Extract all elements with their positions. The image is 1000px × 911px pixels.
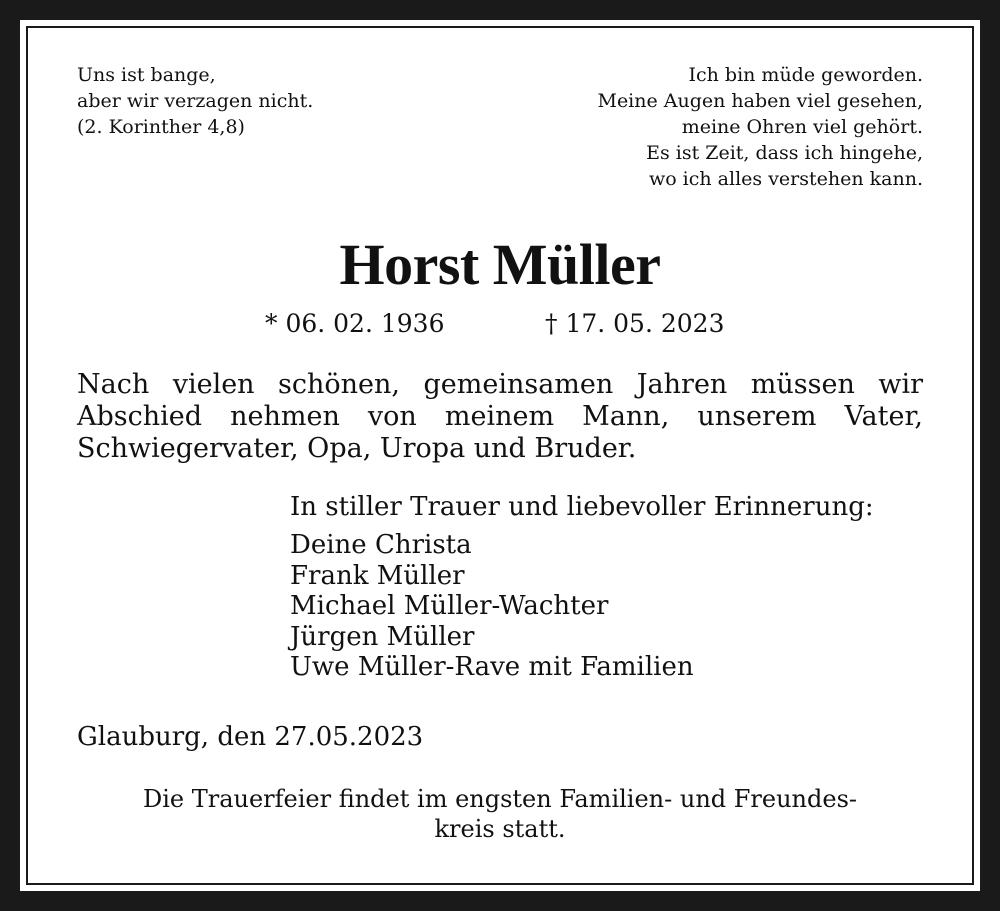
mourning-heading: In stiller Trauer und liebevoller Erinnerung: bbox=[290, 492, 874, 522]
poem-line: wo ich alles verstehen kann. bbox=[648, 168, 923, 190]
birth-date: * 06. 02. 1936 bbox=[265, 309, 445, 338]
signer-name: Deine Christa bbox=[290, 530, 472, 560]
poem-quote bbox=[597, 62, 923, 192]
bible-quote-line: Uns ist bange, bbox=[77, 64, 216, 86]
farewell-message bbox=[77, 369, 923, 465]
poem-line: Es ist Zeit, dass ich hingehe, bbox=[646, 142, 923, 164]
signers-list bbox=[290, 530, 694, 683]
signer-name: Jürgen Müller bbox=[290, 621, 475, 652]
signer-name: Michael Müller-Wachter bbox=[290, 591, 609, 621]
message-line: Abschied nehmen von meinem Mann, unserem Vater, bbox=[77, 401, 923, 432]
poem-line: Meine Augen haben viel gesehen, bbox=[597, 90, 923, 112]
bible-quote-line: aber wir verzagen nicht. bbox=[77, 90, 314, 112]
poem-line: meine Ohren viel gehört. bbox=[681, 116, 923, 138]
funeral-notice-line: kreis statt. bbox=[434, 815, 566, 843]
signer-name: Frank Müller bbox=[290, 560, 465, 591]
bible-quote bbox=[77, 62, 313, 140]
death-date: † 17. 05. 2023 bbox=[545, 309, 725, 338]
message-line: Schwiegervater, Opa, Uropa und Bruder. bbox=[77, 433, 637, 464]
funeral-notice bbox=[0, 784, 1000, 844]
poem-line: Ich bin müde geworden. bbox=[688, 64, 923, 86]
bible-quote-reference: (2. Korinther 4,8) bbox=[77, 116, 245, 138]
funeral-notice-line: Die Trauerfeier findet im engsten Familien- und Freundes- bbox=[142, 785, 858, 813]
deceased-name: Horst Müller bbox=[339, 232, 661, 297]
place-and-date: Glauburg, den 27.05.2023 bbox=[77, 722, 424, 752]
message-line: Nach vielen schönen, gemeinsamen Jahren müssen wir bbox=[77, 369, 923, 400]
signer-name: Uwe Müller-Rave mit Familien bbox=[290, 652, 694, 682]
